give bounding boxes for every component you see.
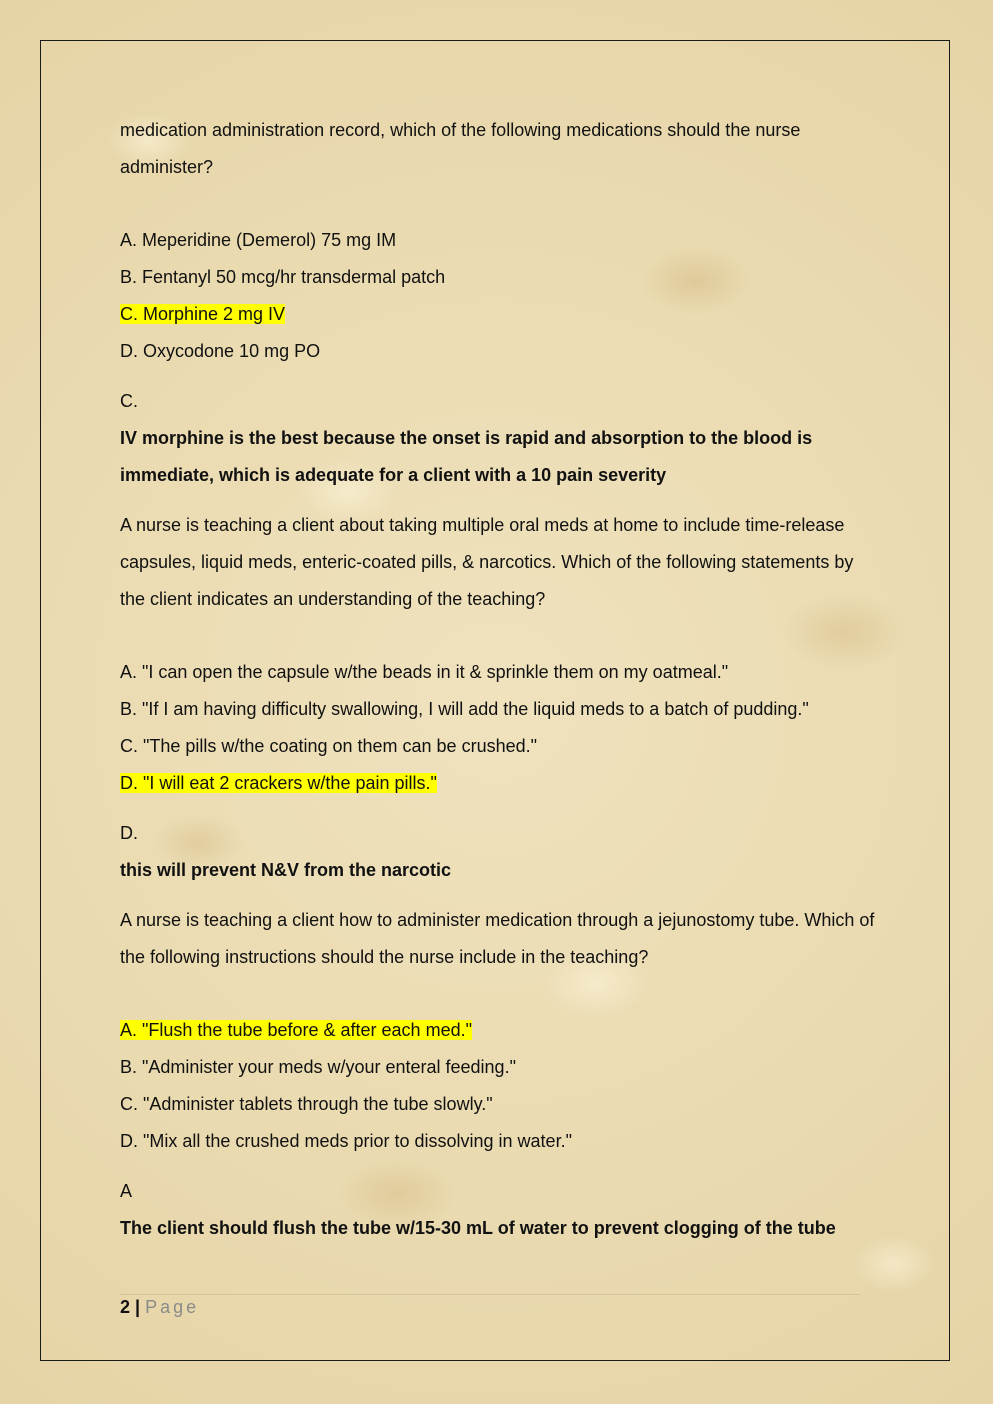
q3-option-c: C. "Administer tablets through the tube slowly." [120,1094,493,1114]
q3-option-b: B. "Administer your meds w/your enteral feeding." [120,1057,516,1077]
q3-option-d: D. "Mix all the crushed meds prior to dissolving in water." [120,1131,572,1151]
q1-option-d: D. Oxycodone 10 mg PO [120,341,321,361]
q3-option-a [120,1012,880,1049]
document-body [120,112,880,1247]
q2-rationale: this will prevent N&V from the narcotic [120,860,452,880]
highlighted-answer: A. "Flush the tube before & after each med." [120,1020,472,1040]
footer-separator: | [135,1297,141,1317]
q1-answer: C. [120,391,138,411]
page-footer [120,1294,860,1318]
q3-rationale: The client should flush the tube w/15-30 mL of water to prevent clogging of the tube [120,1218,836,1238]
q2-option-a: A. "I can open the capsule w/the beads in it & sprinkle them on my oatmeal." [120,662,729,682]
question-3-stem: A nurse is teaching a client how to administer medication through a jejunostomy tube. Which of the following instructions should the nurse include in the teaching? [120,910,875,967]
question-2-stem: A nurse is teaching a client about taking multiple oral meds at home to include time-release capsules, liquid meds, enteric-coated pills, & narcotics. Which of the following statements by the client indicates an understanding of the teaching? [120,515,854,609]
q1-option-c [120,296,880,333]
q2-option-b: B. "If I am having difficulty swallowing, I will add the liquid meds to a batch of pudding." [120,699,809,719]
q1-option-b: B. Fentanyl 50 mcg/hr transdermal patch [120,267,446,287]
q1-option-a: A. Meperidine (Demerol) 75 mg IM [120,230,397,250]
q1-rationale: IV morphine is the best because the onset is rapid and absorption to the blood is immediate, which is adequate for a client with a 10 pain severity [120,428,813,485]
q2-answer: D. [120,823,138,843]
q2-option-c: C. "The pills w/the coating on them can be crushed." [120,736,537,756]
question-1-stem: medication administration record, which of the following medications should the nurse administer? [120,120,801,177]
highlighted-answer: C. Morphine 2 mg IV [120,304,286,324]
page-number: 2 [120,1297,131,1317]
q2-option-d [120,765,880,802]
q3-answer: A [120,1181,133,1201]
highlighted-answer: D. "I will eat 2 crackers w/the pain pills." [120,773,437,793]
page-label: Page [145,1297,200,1317]
